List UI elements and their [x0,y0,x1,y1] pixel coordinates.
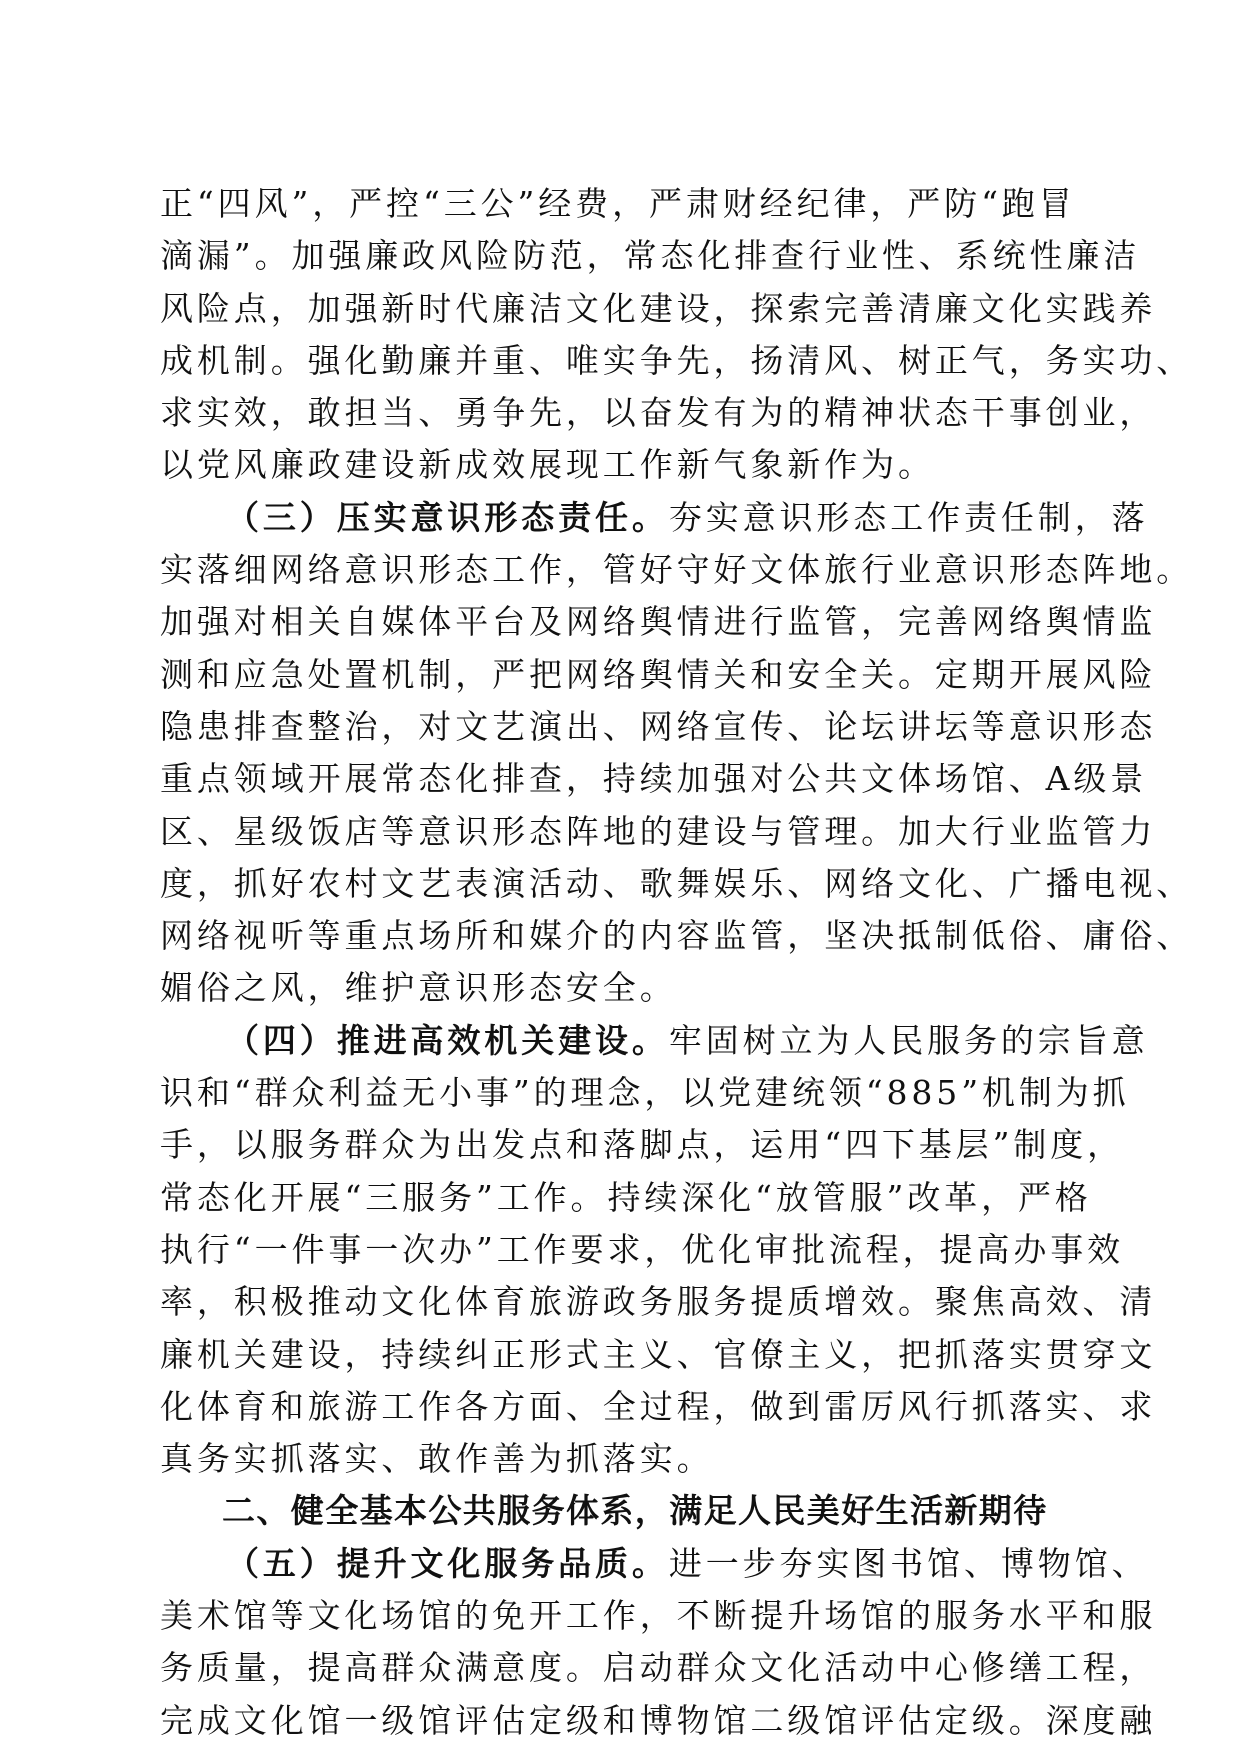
text-line: 手，以服务群众为出发点和落脚点，运用“四下基层”制度， [160,1125,1125,1165]
paragraph-first-line [160,492,1149,544]
paragraph-first-line [160,1538,1149,1590]
section-heading-text: 二、健全基本公共服务体系，满足人民美好生活新期待 [222,1491,1048,1531]
text-line: 正“四风”，严控“三公”经费，严肃财经纪律，严防“跑冒 [160,184,1076,223]
text-line: 隐患排查整治，对文艺演出、网络宣传、论坛讲坛等意识形态 [160,706,1157,746]
paragraph-heading: （五）提升文化服务品质。 [226,1543,669,1583]
paragraph-discipline [160,178,1194,492]
text-line: 廉机关建设，持续纠正形式主义、官僚主义，把抓落实贯穿文 [160,1334,1157,1374]
text-line: 度，抓好农村文艺表演活动、歌舞娱乐、网络文化、广播电视、 [160,863,1194,903]
text-line: 美术馆等文化场馆的免开工作，不断提升场馆的服务水平和服 [160,1596,1157,1636]
text-line: 媚俗之风，维护意识形态安全。 [160,968,677,1008]
text-line: 率，积极推动文化体育旅游政务服务提质增效。聚焦高效、清 [160,1282,1157,1322]
text-line: 真务实抓落实、敢作善为抓落实。 [160,1439,714,1479]
text-line: 化体育和旅游工作各方面、全过程，做到雷厉风行抓落实、求 [160,1386,1157,1426]
document-body [160,178,1194,1747]
text-line: 区、星级饭店等意识形态阵地的建设与管理。加大行业监管力 [160,811,1157,851]
paragraph-heading: （四）推进高效机关建设。 [226,1020,669,1060]
text-line: 识和“群众利益无小事”的理念，以党建统领“885”机制为抓 [160,1073,1130,1113]
paragraph-lead-text: 牢固树立为人民服务的宗旨意 [668,1020,1149,1060]
paragraph-first-line [160,1015,1149,1067]
text-line: 完成文化馆一级馆评估定级和博物馆二级馆评估定级。深度融 [160,1700,1157,1740]
text-line: 常态化开展“三服务”工作。持续深化“放管服”改革，严格 [160,1177,1092,1217]
paragraph-lead-text: 进一步夯实图书馆、博物馆、 [668,1543,1149,1583]
text-line: 务质量，提高群众满意度。启动群众文化活动中心修缮工程， [160,1648,1157,1688]
text-line: 成机制。强化勤廉并重、唯实争先，扬清风、树正气，务实功、 [160,340,1194,380]
text-line: 测和应急处置机制，严把网络舆情关和安全关。定期开展风险 [160,654,1157,694]
section-heading [160,1485,1078,1537]
paragraph-lead-text: 夯实意识形态工作责任制，落 [668,497,1149,537]
text-line: 滴漏”。加强廉政风险防范，常态化排查行业性、系统性廉洁 [160,236,1141,276]
text-line: 求实效，敢担当、勇争先，以奋发有为的精神状态干事创业， [160,393,1157,433]
paragraph-cultural-services [160,1538,1157,1747]
paragraph-heading: （三）压实意识形态责任。 [226,497,669,537]
text-line: 网络视听等重点场所和媒介的内容监管，坚决抵制低俗、庸俗、 [160,916,1194,956]
text-line: 加强对相关自媒体平台及网络舆情进行监管，完善网络舆情监 [160,602,1157,642]
text-line: 实落细网络意识形态工作，管好守好文体旅行业意识形态阵地。 [160,550,1194,590]
text-line: 以党风廉政建设新成效展现工作新气象新作为。 [160,445,935,485]
text-line: 风险点，加强新时代廉洁文化建设，探索完善清廉文化实践养 [160,288,1157,328]
paragraph-efficient-organs [160,1015,1157,1486]
text-line: 执行“一件事一次办”工作要求，优化审批流程，提高办事效 [160,1229,1125,1269]
text-line: 重点领域开展常态化排查，持续加强对公共文体场馆、A级景 [160,759,1148,799]
paragraph-ideology-responsibility [160,492,1194,1015]
